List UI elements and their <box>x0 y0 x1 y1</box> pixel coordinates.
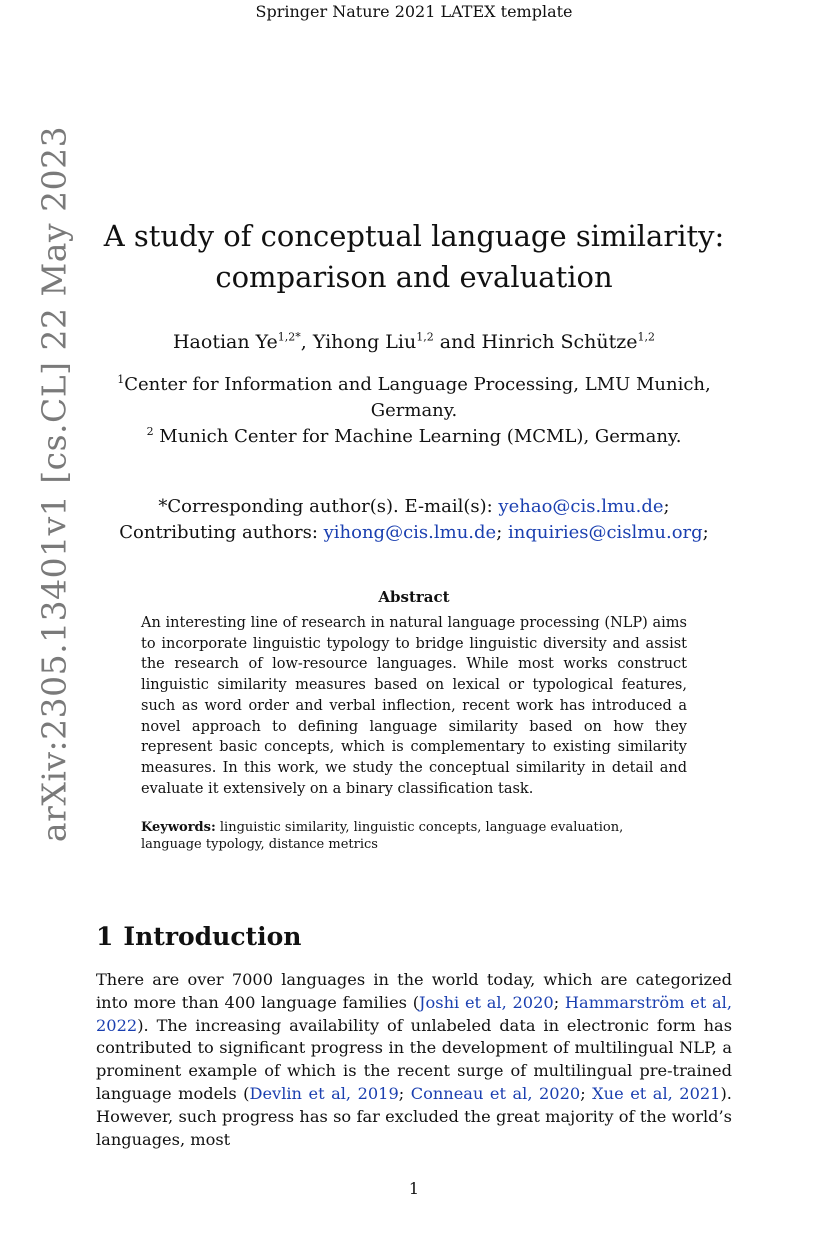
intro-text: There are over 7000 languages in the world today, which are categorized into more than 400 language families ( <box>96 970 732 1012</box>
keywords-text: linguistic similarity, linguistic concepts, language evaluation, language typology, distance metrics <box>141 820 624 852</box>
title-line-2: comparison and evaluation <box>215 260 613 294</box>
keywords <box>141 819 687 853</box>
abstract-text: An interesting line of research in natural language processing (NLP) aims to incorporate linguistic typology to bridge linguistic diversity and assist the research of low-resource languages. While most works construct linguistic similarity measures based on lexical or typological features, such as word order and verbal inflection, recent work has introduced a novel approach to defining language similarity based on how they represent basic concepts, which is complementary to existing similarity measures. In this work, we study the conceptual similarity in detail and evaluate it extensively on a binary classification task. <box>141 615 687 797</box>
intro-text: ; <box>553 992 565 1012</box>
intro-text: ; <box>580 1083 593 1103</box>
contrib-separator: ; <box>496 522 508 543</box>
affiliation-text: Center for Information and Language Processing, LMU Munich, Germany. <box>124 374 711 421</box>
contributing-authors-line <box>100 520 728 546</box>
page-number: 1 <box>408 1179 420 1198</box>
citation-link[interactable]: Hammarström et al, 2022 <box>96 992 732 1035</box>
contributing-email-link-1[interactable]: yihong@cis.lmu.de <box>323 522 497 543</box>
correspondence <box>100 494 728 546</box>
affiliation-1 <box>100 372 728 424</box>
running-head: Springer Nature 2021 LATEX template <box>255 2 573 21</box>
citation-link[interactable]: Xue et al, 2021 <box>592 1083 721 1103</box>
intro-text: ; <box>398 1083 411 1103</box>
arxiv-identifier[interactable]: arXiv:2305.13401v1 [cs.CL] 22 May 2023 <box>34 125 74 843</box>
author-name: Hinrich Schütze <box>481 331 638 353</box>
contrib-suffix: ; <box>702 522 709 543</box>
affiliations <box>100 372 728 450</box>
section-title: Introduction <box>123 922 302 951</box>
author-separator: and <box>433 331 482 353</box>
introduction-paragraph <box>96 969 732 1151</box>
title-line-1: A study of conceptual language similarity: <box>103 219 725 253</box>
corr-prefix: *Corresponding author(s). E-mail(s): <box>158 496 499 517</box>
affiliation-2 <box>100 424 728 450</box>
author-name: Haotian Ye <box>172 331 278 353</box>
section-heading-introduction <box>96 922 301 951</box>
citation-link[interactable]: Conneau et al, 2020 <box>410 1083 581 1103</box>
contrib-prefix: Contributing authors: <box>119 522 324 543</box>
author-affil-sup: 1,2* <box>277 330 301 344</box>
citation-link[interactable]: Joshi et al, 2020 <box>419 992 554 1012</box>
intro-text: ). The increasing availability of unlabeled data in electronic form has contributed to significant progress in the development of multilingual NLP, a prominent example of which is the recent surge of multilingual pre-trained language models ( <box>96 1015 732 1103</box>
corresponding-author-line <box>100 494 728 520</box>
citation-link[interactable]: Devlin et al, 2019 <box>249 1083 399 1103</box>
intro-text: ). However, such progress has so far excluded the great majority of the world’s languages, most <box>96 1083 732 1149</box>
author-list <box>100 331 728 353</box>
abstract-heading: Abstract <box>378 588 450 606</box>
paper-title <box>100 216 728 298</box>
section-number: 1 <box>96 922 114 951</box>
contributing-email-link-2[interactable]: inquiries@cislmu.org <box>508 522 703 543</box>
affiliation-sup: 1 <box>117 373 125 386</box>
author-separator: , <box>300 331 313 353</box>
affiliation-sup: 2 <box>146 425 154 438</box>
author-name: Yihong Liu <box>312 331 417 353</box>
author-affil-sup: 1,2 <box>416 330 434 344</box>
keywords-label: Keywords: <box>141 820 216 835</box>
affiliation-text: Munich Center for Machine Learning (MCML), Germany. <box>153 426 682 447</box>
corresponding-email-link[interactable]: yehao@cis.lmu.de <box>498 496 664 517</box>
corr-suffix: ; <box>663 496 670 517</box>
author-affil-sup: 1,2 <box>637 330 656 344</box>
